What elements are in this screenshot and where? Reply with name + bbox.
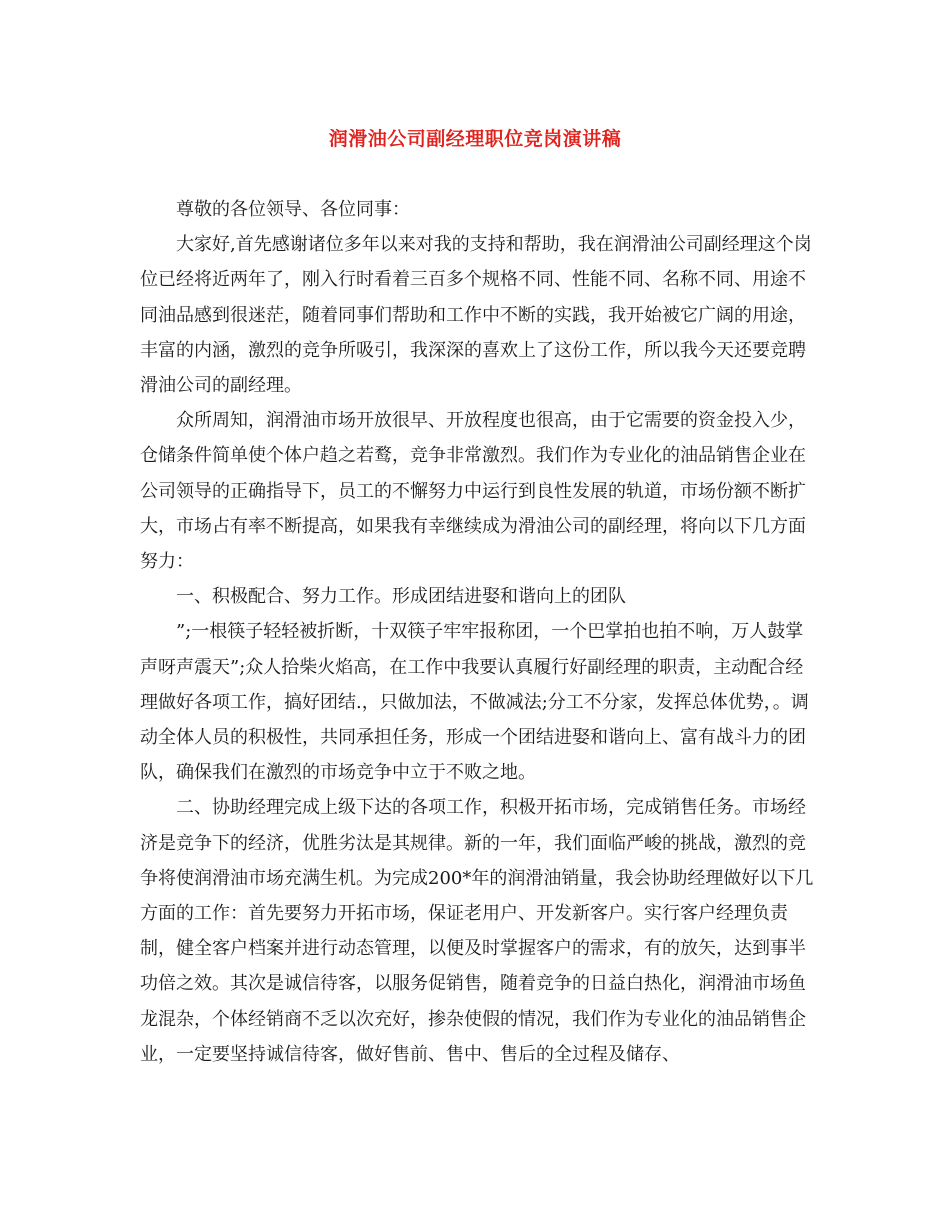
body-paragraph: ”;一根筷子轻轻被折断，十双筷子牢牢报称团，一个巴掌拍也拍不响，万人鼓掌声呀声震天”;众人拾柴火焰高，在工作中我要认真履行好副经理的职责，主动配合经理做好各项工作，搞好团结.，只做加法，不做减法;分工不分家，发挥总体优势，。调动全体人员的积极性，共同承担任务，形成一个团结进娶和谐向上、富有战斗力的团队，确保我们在激烈的市场竞争中立于不败之地。	[140, 621, 809, 784]
document-title: 润滑油公司副经理职位竞岗演讲稿	[328, 128, 622, 150]
document-body	[140, 192, 820, 1072]
body-paragraph: 众所周知，润滑油市场开放很早、开放程度也很高，由于它需要的资金投入少，仓储条件简单使个体户趋之若鹜，竞争非常激烈。我们作为专业化的油品销售企业在公司领导的正确指导下，员工的不懈努力中运行到良性发展的轨道，市场份额不断扩大，市场占有率不断提高，如果我有幸继续成为滑油公司的副经理，将向以下几方面努力：	[140, 410, 806, 573]
salutation-paragraph: 尊敬的各位领导、各位同事：	[176, 199, 410, 220]
section-heading: 一、积极配合、努力工作。形成团结进娶和谐向上的团队	[176, 586, 626, 608]
body-paragraph: 大家好,首先感谢诸位多年以来对我的支持和帮助，我在润滑油公司副经理这个岗位已经将近两年了，刚入行时看着三百多个规格不同、性能不同、名称不同、用途不同油品感到很迷茫，随着同事们帮助和工作中不断的实践，我开始被它广阔的用途，丰富的内涵，激烈的竞争所吸引，我深深的喜欢上了这份工作，所以我今天还要竞聘滑油公司的副经理。	[140, 234, 812, 397]
body-paragraph: 二、协助经理完成上级下达的各项工作，积极开拓市场，完成销售任务。市场经济是竞争下的经济，优胜劣汰是其规律。新的一年，我们面临严峻的挑战，激烈的竞争将使润滑油市场充满生机。为完成200*年的润滑油销量，我会协助经理做好以下几方面的工作：首先要努力开拓市场，保证老用户、开发新客户。实行客户经理负责制，健全客户档案并进行动态管理，以便及时掌握客户的需求，有的放矢，达到事半功倍之效。其次是诚信待客，以服务促销售，随着竞争的日益白热化，润滑油市场鱼龙混杂，个体经销商不乏以次充好，掺杂使假的情况，我们作为专业化的油品销售企业，一定要坚持诚信待客，做好售前、售中、售后的全过程及储存、	[140, 797, 814, 1065]
